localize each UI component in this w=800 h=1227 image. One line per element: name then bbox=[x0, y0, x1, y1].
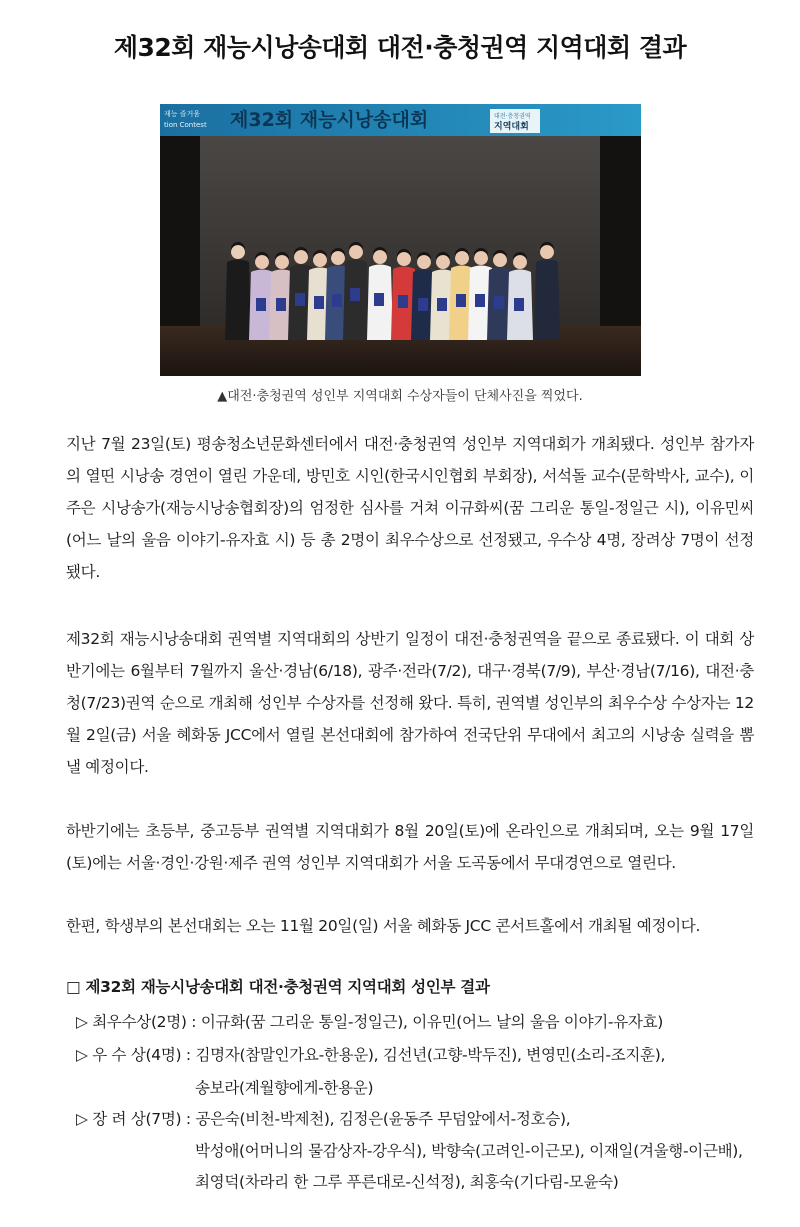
paragraph-3: 하반기에는 초등부, 중고등부 권역별 지역대회가 8월 20일(토)에 온라인으로 개최되며, 오는 9월 17일(토)에는 서울·경인·강원·제주 권역 성인부 지역대회가 서울 도곡동에서 무대경연으로 열린다. bbox=[66, 822, 754, 872]
photo-illustration bbox=[160, 104, 641, 376]
encouragement-winners-line-3: 최영덕(차라리 한 그루 푸른대로-신석정), 최홍숙(기다림-모윤숙) bbox=[195, 1173, 619, 1191]
result-row-encouragement bbox=[76, 1107, 570, 1129]
banner-region-small: 대전·충청권역 bbox=[494, 113, 531, 120]
excellence-winners-line-1: 김명자(참말인가요-한용운), 김선년(고향-박두진), 변영민(소리-조지훈), bbox=[195, 1046, 666, 1064]
paragraph-4: 한편, 학생부의 본선대회는 오는 11월 20일(일) 서울 혜화동 JCC 콘서트홀에서 개최될 예정이다. bbox=[66, 917, 701, 935]
encouragement-winners-line-1: 공은숙(비천-박제천), 김정은(윤동주 무덤앞에서-정호승), bbox=[195, 1110, 571, 1128]
result-row-grand-prize bbox=[76, 1010, 663, 1032]
grand-prize-label: ▷ 최우수상(2명) : bbox=[76, 1013, 201, 1031]
paragraph-2: 제32회 재능시낭송대회 권역별 지역대회의 상반기 일정이 대전·충청권역을 끝으로 종료됐다. 이 대회 상반기에는 6월부터 7월까지 울산·경남(6/18), 광주·전라(7/2), 대구·경북(7/9), 부산·경남(7/16), 대전·충청(7/23)권역 순으로 개최해 성인부 수상자를 선정해 왔다. 특히, 권역별 성인부의 최우수상 수상자는 12월 2일(금) 서울 혜화동 JCC에서 열릴 본선대회에 참가하여 전국단위 무대에서 최고의 시낭송 실력을 뽐낼 예정이다. bbox=[66, 630, 754, 776]
encouragement-winners-line-2: 박성애(어머니의 물감상자-강우식), 박향숙(고려인-이근모), 이재일(겨울행-이근배), bbox=[195, 1142, 743, 1160]
excellence-winners-line-2: 송보라(계월향에게-한용운) bbox=[195, 1079, 374, 1097]
banner-region: 지역대회 bbox=[494, 122, 529, 132]
award-group-photo bbox=[160, 104, 641, 376]
banner-left-small: 재능 즐거움 bbox=[164, 110, 201, 118]
result-row-excellence bbox=[76, 1043, 665, 1065]
excellence-label: ▷ 우 수 상(4명) : bbox=[76, 1046, 196, 1064]
encouragement-label: ▷ 장 려 상(7명) : bbox=[76, 1110, 196, 1128]
photo-caption: ▲대전·충청권역 성인부 지역대회 수상자들이 단체사진을 찍었다. bbox=[217, 389, 583, 404]
grand-prize-winners: 이규화(꿈 그리운 통일-정일근), 이유민(어느 날의 울음 이야기-유자효) bbox=[200, 1013, 663, 1031]
paragraph-1: 지난 7월 23일(토) 평송청소년문화센터에서 대전·충청권역 성인부 지역대회가 개최됐다. 성인부 참가자의 열띤 시낭송 경연이 열린 가운데, 방민호 시인(한국시인협회 부회장), 서석돌 교수(문학박사, 교수), 이주은 시낭송가(재능시낭송협회장)의 엄정한 심사를 거쳐 이규화씨(꿈 그리운 통일-정일근 시), 이유민씨(어느 날의 울음 이야기-유자효 시) 등 총 2명이 최우수상으로 선정됐고, 우수상 4명, 장려상 7명이 선정됐다. bbox=[66, 435, 754, 581]
banner-main-text: 제32회 재능시낭송대회 bbox=[230, 109, 429, 131]
results-heading: □ 제32회 재능시낭송대회 대전·충청권역 지역대회 성인부 결과 bbox=[66, 978, 490, 996]
article-title: 제32회 재능시낭송대회 대전·충청권역 지역대회 결과 bbox=[113, 33, 687, 62]
banner-left-sub: tion Contest bbox=[164, 121, 207, 129]
